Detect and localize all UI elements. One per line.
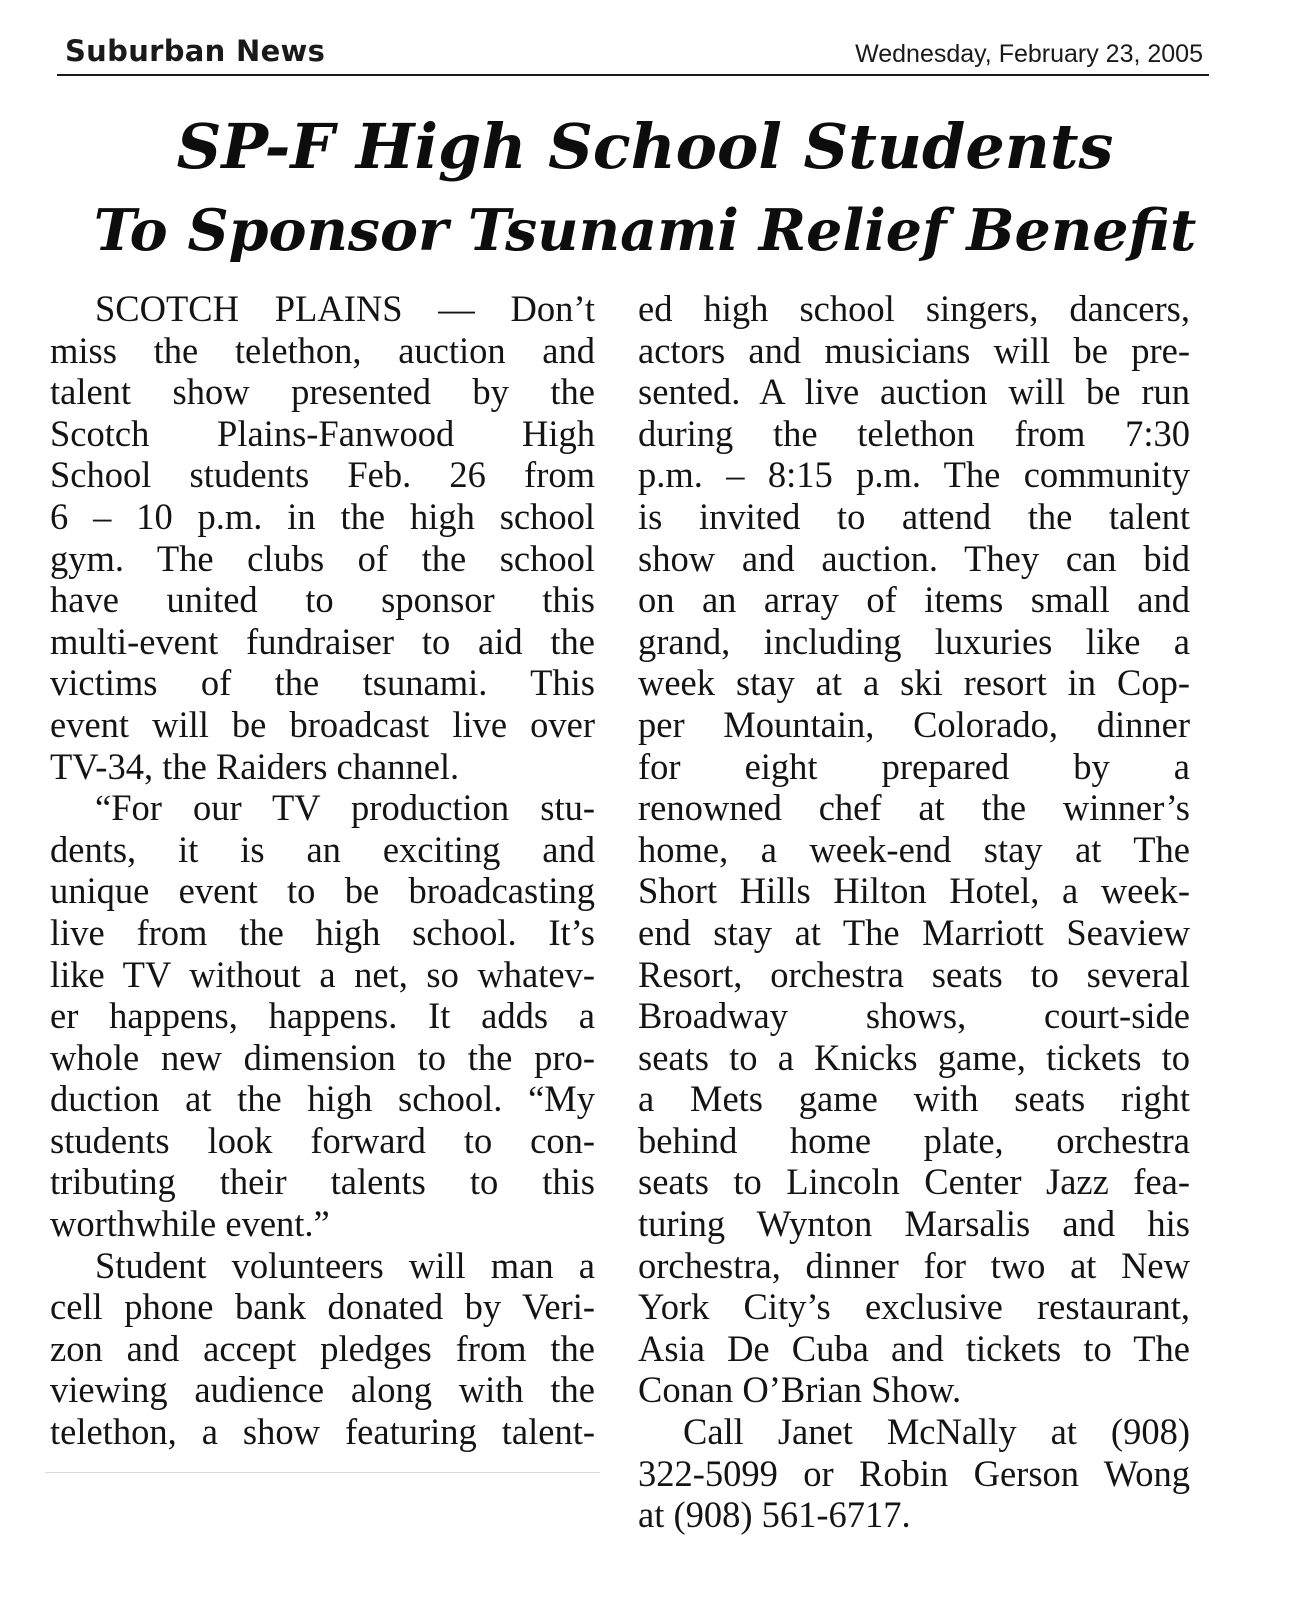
text-line: SCOTCH PLAINS — Don’t <box>95 288 595 329</box>
text-line: 6 – 10 p.m. in the high school <box>50 495 595 537</box>
text-line: Call Janet McNally at (908) <box>683 1411 1190 1453</box>
footer-rule <box>45 1472 600 1473</box>
text-line: TV-34, the Raiders channel. <box>50 745 460 787</box>
text-line: per Mountain, Colorado, dinner <box>638 703 1190 745</box>
text-line: multi-event fundraiser to aid the <box>50 620 595 662</box>
text-line: behind home plate, orchestra <box>638 1119 1190 1161</box>
text-line: students look forward to con- <box>50 1119 595 1161</box>
text-line: victims of the tsunami. This <box>50 662 595 704</box>
text-line: at (908) 561-6717. <box>638 1494 911 1536</box>
text-line: actors and musicians will be pre- <box>638 329 1190 371</box>
text-line: talent show presented by the <box>50 371 595 413</box>
text-line: p.m. – 8:15 p.m. The community <box>638 454 1190 496</box>
text-line: for eight prepared by a <box>638 745 1190 787</box>
text-line: grand, including luxuries like a <box>638 620 1190 662</box>
text-line: on an array of items small and <box>638 579 1190 621</box>
masthead <box>57 30 1209 76</box>
text-line: turing Wynton Marsalis and his <box>638 1203 1190 1245</box>
text-line: Conan O’Brian Show. <box>638 1369 962 1411</box>
text-line: seats to a Knicks game, tickets to <box>638 1036 1190 1078</box>
text-line: “For our TV production stu- <box>95 787 595 829</box>
article-column-left <box>50 288 595 1453</box>
text-line: tributing their talents to this <box>50 1161 595 1203</box>
text-line: orchestra, dinner for two at New <box>638 1244 1190 1286</box>
text-line: live from the high school. It’s <box>50 911 595 953</box>
text-line: home, a week-end stay at The <box>638 828 1190 870</box>
text-line: 322-5099 or Robin Gerson Wong <box>638 1452 1190 1494</box>
text-line: sented. A live auction will be run <box>638 371 1190 413</box>
text-line: week stay at a ski resort in Cop- <box>638 662 1190 704</box>
text-line: have united to sponsor this <box>50 579 595 621</box>
text-line: renowned chef at the winner’s <box>638 787 1190 829</box>
text-line: duction at the high school. “My <box>50 1078 595 1120</box>
headline-line-2: To Sponsor Tsunami Relief Benefit <box>93 197 1197 264</box>
text-line: seats to Lincoln Center Jazz fea- <box>638 1161 1190 1203</box>
text-line: telethon, a show featuring talent- <box>50 1411 595 1453</box>
text-line: miss the telethon, auction and <box>50 329 595 371</box>
article-column-right <box>638 288 1190 1536</box>
column-divider <box>612 292 613 1462</box>
text-line: like TV without a net, so whatev- <box>50 953 595 995</box>
publication-date: Wednesday, February 23, 2005 <box>855 40 1203 68</box>
text-line: dents, it is an exciting and <box>50 828 595 870</box>
text-line: Short Hills Hilton Hotel, a week- <box>638 870 1190 912</box>
text-line: ed high school singers, dancers, <box>638 288 1190 329</box>
newspaper-name: Suburban News <box>65 34 326 68</box>
text-line: Scotch Plains-Fanwood High <box>50 412 595 454</box>
text-line: Student volunteers will man a <box>95 1244 595 1286</box>
text-line: cell phone bank donated by Veri- <box>50 1286 595 1328</box>
text-line: Resort, orchestra seats to several <box>638 953 1190 995</box>
headline-line-1: SP-F High School Students <box>176 110 1114 183</box>
text-line: worthwhile event.” <box>50 1203 330 1245</box>
text-line: School students Feb. 26 from <box>50 454 595 496</box>
text-line: event will be broadcast live over <box>50 703 595 745</box>
text-line: is invited to attend the talent <box>638 495 1190 537</box>
text-line: viewing audience along with the <box>50 1369 595 1411</box>
text-line: York City’s exclusive restaurant, <box>638 1286 1190 1328</box>
text-line: zon and accept pledges from the <box>50 1327 595 1369</box>
text-line: Asia De Cuba and tickets to The <box>638 1327 1190 1369</box>
text-line: gym. The clubs of the school <box>50 537 595 579</box>
text-line: er happens, happens. It adds a <box>50 995 595 1037</box>
text-line: show and auction. They can bid <box>638 537 1190 579</box>
text-line: during the telethon from 7:30 <box>638 412 1190 454</box>
text-line: Broadway shows, court-side <box>638 995 1190 1037</box>
text-line: whole new dimension to the pro- <box>50 1036 595 1078</box>
text-line: unique event to be broadcasting <box>50 870 595 912</box>
article-headline <box>20 105 1270 273</box>
text-line: end stay at The Marriott Seaview <box>638 911 1190 953</box>
text-line: a Mets game with seats right <box>638 1078 1190 1120</box>
